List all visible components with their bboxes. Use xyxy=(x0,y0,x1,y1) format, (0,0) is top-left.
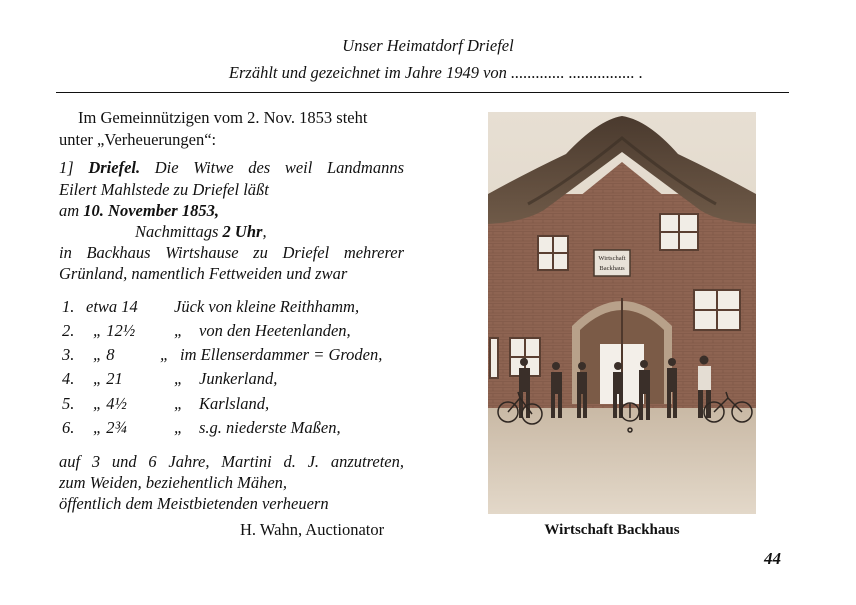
parcel-name: s.g. niederste Maßen, xyxy=(199,418,341,437)
parcel-number: 3. xyxy=(62,345,75,364)
parcel-quantity: etwa 14 xyxy=(86,297,138,316)
parcel-name: von den Heetenlanden, xyxy=(199,321,351,340)
parcel-name: Karlsland, xyxy=(199,394,270,413)
intro-line-1: Im Gemeinnützigen vom 2. Nov. 1853 steht xyxy=(78,108,368,127)
header-rule xyxy=(56,92,789,93)
terms-line-1: auf 3 und 6 Jahre, Martini d. J. anzutreten, xyxy=(59,452,404,471)
parcel-quantity: „ 2¾ xyxy=(93,418,127,437)
photo-caption: Wirtschaft Backhaus xyxy=(544,522,680,538)
inn-sign-line-2: Backhaus xyxy=(599,265,625,272)
inn-photograph xyxy=(488,112,756,514)
notice-time: 2 Uhr xyxy=(222,222,263,241)
parcel-number: 5. xyxy=(62,394,75,413)
parcel-number: 2. xyxy=(62,321,75,340)
parcel-unit: „ xyxy=(160,345,170,364)
parcel-number: 1. xyxy=(62,297,75,316)
notice-date-prefix: am xyxy=(59,201,80,220)
notice-line-6: Grünland, namentlich Fettweiden und zwar xyxy=(59,264,348,283)
notice-number: 1] xyxy=(59,158,74,177)
parcel-name: Jück von kleine Reithhamm, xyxy=(174,297,360,316)
inn-sign-line-1: Wirtschaft xyxy=(598,255,626,262)
notice-line-1-text: Die Witwe des weil Landmanns xyxy=(154,158,405,177)
parcel-unit: „ xyxy=(174,321,184,340)
parcel-quantity: „ 8 xyxy=(93,345,115,364)
parcel-name: im Ellenserdammer = Groden, xyxy=(180,345,383,364)
notice-line-5: in Backhaus Wirtshause zu Driefel mehrerer xyxy=(59,243,404,262)
parcel-quantity: „ 21 xyxy=(93,369,123,388)
parcel-number: 6. xyxy=(62,418,75,437)
parcel-unit: „ xyxy=(174,369,184,388)
parcel-quantity: „ 4½ xyxy=(93,394,127,413)
notice-date: 10. November 1853, xyxy=(83,201,219,220)
parcel-unit: „ xyxy=(174,394,184,413)
parcel-quantity: „ 12½ xyxy=(93,321,136,340)
terms-line-3: öffentlich dem Meistbietenden verheuern xyxy=(59,494,329,513)
terms-line-2: zum Weiden, beziehentlich Mähen, xyxy=(59,473,288,492)
parcel-number: 4. xyxy=(62,369,75,388)
notice-line-1 xyxy=(59,158,404,178)
intro-line-2: unter „Verheuerungen“: xyxy=(59,130,217,149)
page-number: 44 xyxy=(764,549,781,568)
page-subtitle: Erzählt und gezeichnet im Jahre 1949 von ............. ................ . xyxy=(228,63,644,82)
notice-time-suffix: , xyxy=(262,222,267,241)
notice-time-prefix: Nachmittags xyxy=(135,222,219,241)
signature: H. Wahn, Auctionator xyxy=(240,520,385,539)
notice-line-2: Eilert Mahlstede zu Driefel läßt xyxy=(59,180,269,199)
notice-time-line xyxy=(135,222,395,242)
parcel-unit: „ xyxy=(174,418,184,437)
parcel-name: Junkerland, xyxy=(199,369,278,388)
page-title: Unser Heimatdorf Driefel xyxy=(342,36,514,55)
notice-date-line xyxy=(59,201,404,221)
notice-place: Driefel. xyxy=(88,158,141,177)
